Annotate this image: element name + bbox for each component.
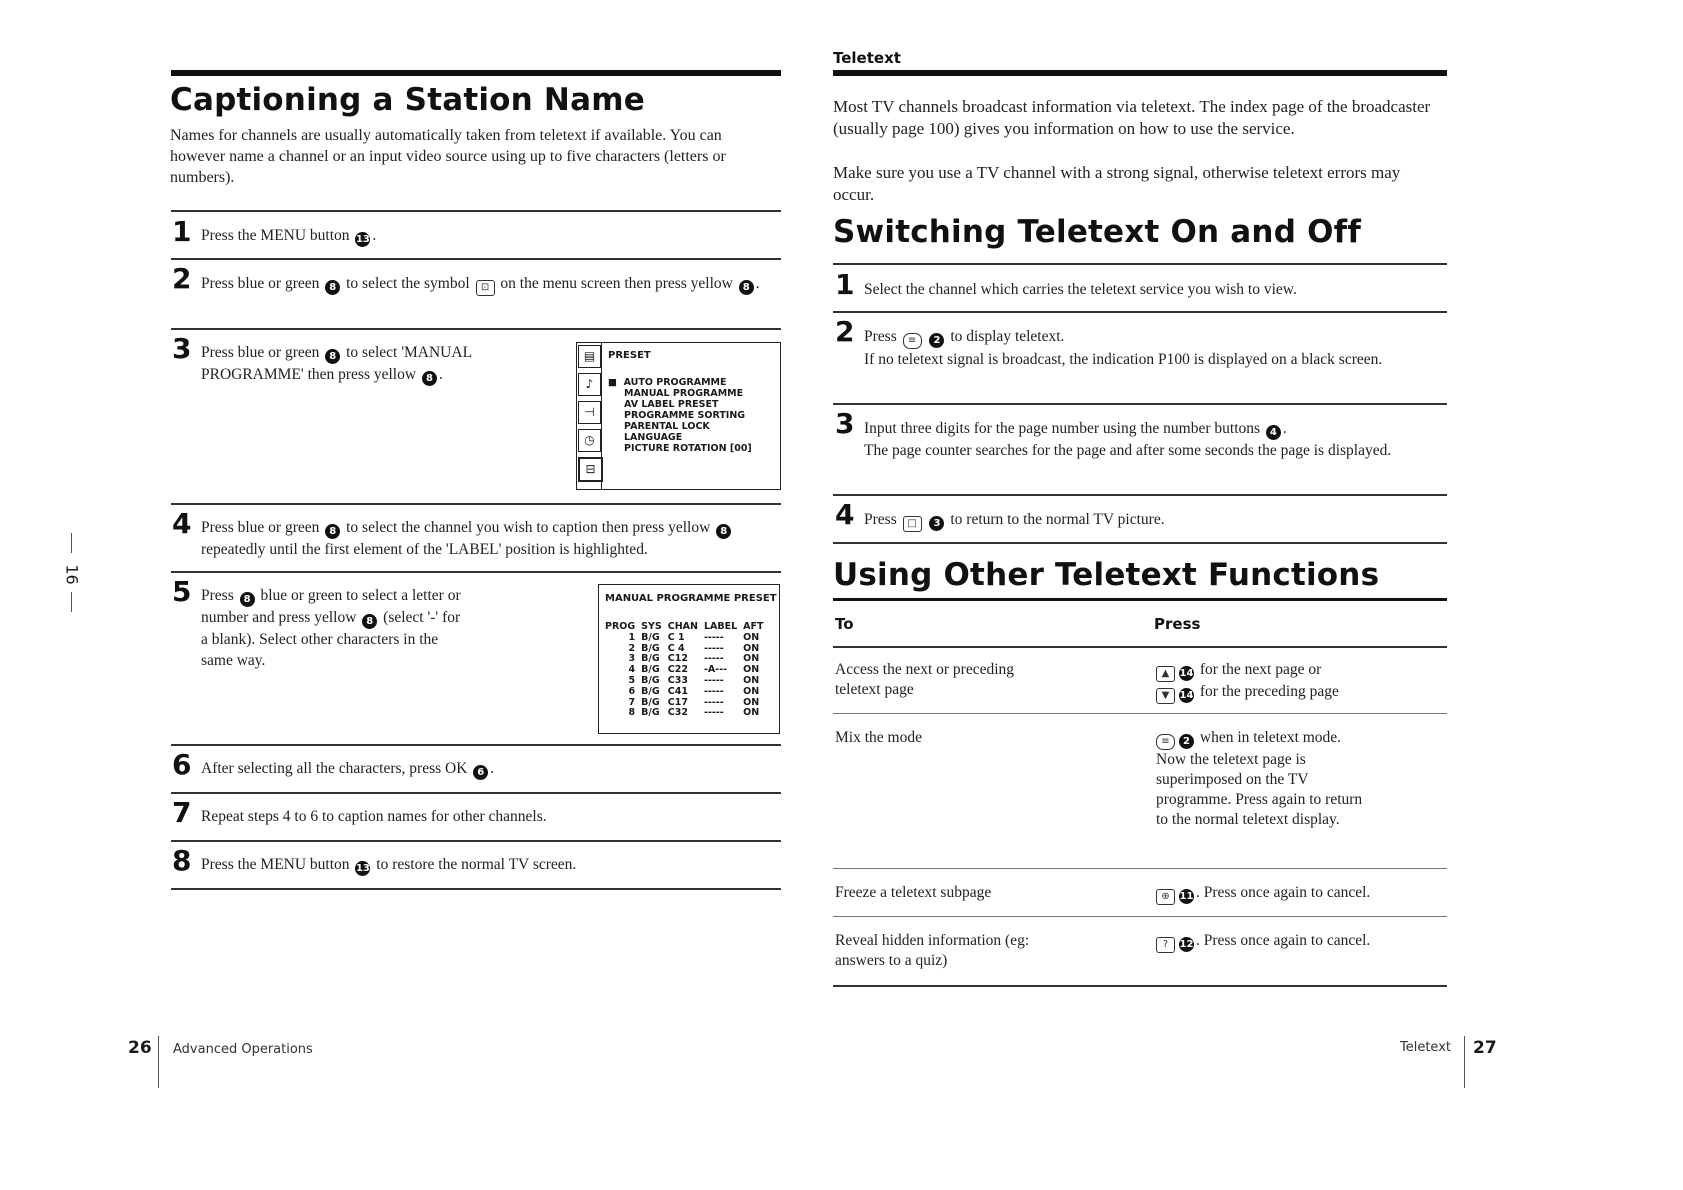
function-press [1154,883,1444,905]
picture-menu-icon: ▤ [578,345,601,368]
step-text: Press the MENU button [201,856,350,873]
step-text-end: . [755,275,760,292]
menu-item: LANGUAGE [624,432,683,443]
table-cell: ON [743,664,760,676]
button-number-icon: 14 [1179,668,1194,679]
table-cell: ----- [703,631,724,643]
yellow-button-icon: 8 [422,371,437,386]
table-cell: C 4 [667,642,685,654]
menu-item: PARENTAL LOCK [624,421,710,432]
left-page-number: 26 [128,1038,152,1058]
table-cell: C12 [667,653,688,665]
table-cell: 1 [628,631,636,643]
teletext-step-4-text [864,509,1439,532]
preset-menu-title: PRESET [608,350,651,361]
selection-bullet: ■ [608,377,617,388]
table-cell: 3 [628,653,636,665]
press-text: . Press once again to cancel. [1196,884,1371,901]
step-note: The page counter searches for the page and after some seconds the page is displayed. [864,442,1392,459]
table-cell: ----- [703,642,724,654]
yellow-button-icon: 8 [362,614,377,629]
step-8-text [201,854,771,876]
manual-programme-table [602,622,767,719]
table-cell: 7 [628,696,636,708]
footer-separator [158,1036,159,1088]
press-text: . Press once again to cancel. [1196,932,1371,949]
step-text-mid: to select the channel you wish to caption then press yellow [346,519,711,536]
table-cell: C17 [667,696,688,708]
step-text: Press blue or green [201,344,320,361]
side-page-number: 16 [62,564,82,585]
teletext-step-1-text: Select the channel which carries the teletext service you wish to view. [864,281,1297,298]
table-cell: ON [743,642,760,654]
step-text-mid: to select 'MANUAL PROGRAMME' then press yellow [201,344,472,383]
step-text-end: to display teletext. [950,328,1065,345]
table-divider [833,916,1447,917]
step-text: Press blue or green [201,275,320,292]
button-number-icon: 2 [929,333,944,348]
column-header: PROG [605,621,636,632]
table-cell: ON [743,696,760,708]
timer-menu-icon: ◷ [578,429,601,452]
column-header: SYS [641,621,662,632]
step-text-end: to return to the normal TV picture. [950,511,1165,528]
step-number: 8 [172,844,192,877]
table-cell: C41 [667,685,688,697]
step-note: If no teletext signal is broadcast, the indication P100 is displayed on a black screen. [864,351,1383,368]
menu-item: MANUAL PROGRAMME [624,388,744,399]
column-header: AFT [743,621,764,632]
press-note: Now the teletext page is superimposed on the TV programme. Press again to return to the normal teletext display. [1156,751,1363,828]
preset-menu-screen [576,342,781,490]
step-text-end: . [490,760,495,777]
column-header-to: To [835,615,854,633]
step-text: Press [864,511,897,528]
right-page-number: 27 [1473,1038,1497,1058]
table-cell: ----- [703,696,724,708]
column-header-press: Press [1154,615,1201,633]
manual-programme-screen [598,584,780,734]
step-text: Press [201,587,234,604]
left-intro: Names for channels are usually automatically taken from teletext if available. You can however name a channel or an input video source using up to five characters (letters or numbers). [170,127,726,186]
table-cell: B/G [641,653,660,665]
preset-symbol-icon: ⊡ [476,280,495,296]
table-cell: ON [743,707,760,719]
step-number: 2 [172,262,192,295]
table-cell: C32 [667,707,688,719]
features-menu-icon: ⊣ [578,401,601,424]
preset-menu-items [608,377,752,454]
side-marker-line [71,592,72,612]
step-number: 5 [172,575,192,608]
teletext-intro-2: Make sure you use a TV channel with a strong signal, otherwise teletext errors may occur. [833,163,1401,204]
menu-button-icon: 13 [355,863,370,874]
step-text: Press the MENU button [201,227,350,244]
step-divider [833,263,1447,265]
column-header: CHAN [667,621,698,632]
press-line [1154,728,1374,750]
teletext-step-3-text [864,418,1439,461]
button-number-icon: 14 [1179,690,1194,701]
menu-item [608,377,752,388]
table-cell: B/G [641,631,660,643]
step-2-text [201,273,771,296]
teletext-step-2-text [864,326,1439,370]
left-title-rule [171,70,781,76]
step-divider [833,494,1447,496]
switching-teletext-title: Switching Teletext On and Off [833,214,1362,250]
sound-menu-icon: ♪ [578,373,601,396]
table-row [602,687,767,698]
left-footer-section: Advanced Operations [173,1042,313,1057]
table-cell: 2 [628,642,636,654]
side-marker-line [71,533,72,553]
table-row [602,708,767,719]
teletext-section-label: Teletext [833,49,901,67]
table-cell: ----- [703,674,724,686]
teletext-intro-1: Most TV channels broadcast information via teletext. The index page of the broadcaster (usually page 100) gives you information on how to use the service. [833,97,1431,138]
button-number-icon: 2 [1179,734,1194,749]
table-cell: -A--- [703,664,728,676]
function-to: Freeze a teletext subpage [835,884,992,901]
yellow-button-icon: 8 [739,280,754,295]
page-up-icon: ▲ [1156,666,1175,682]
menu-item: PICTURE ROTATION [00] [624,443,752,454]
step-7-text: Repeat steps 4 to 6 to caption names for other channels. [201,808,547,825]
step-text: Press [864,328,897,345]
step-text: Press blue or green [201,519,320,536]
ok-button-icon: 6 [473,765,488,780]
table-cell: C22 [667,664,688,676]
table-divider [833,646,1447,648]
manual-programme-rows [602,633,767,719]
menu-icon-column [577,343,602,489]
step-text-end: to restore the normal TV screen. [376,856,577,873]
step-text: Input three digits for the page number using the number buttons [864,420,1261,437]
color-button-icon: 8 [325,524,340,539]
function-press [1154,728,1374,830]
step-divider [171,840,781,842]
hold-button-icon: ⊕ [1156,889,1175,905]
step-text-end: repeatedly until the first element of the 'LABEL' position is highlighted. [201,541,648,558]
table-top-rule [833,598,1447,601]
press-line [1154,682,1444,704]
step-number: 4 [835,498,855,531]
menu-item-label: AUTO PROGRAMME [623,377,727,388]
table-cell: ON [743,685,760,697]
table-cell: B/G [641,664,660,676]
function-press [1154,660,1444,704]
step-1-text [201,225,771,247]
table-cell: B/G [641,674,660,686]
teletext-button-icon: ≡ [903,333,922,349]
function-to: Reveal hidden information (eg: answers to a quiz) [835,932,1030,969]
table-cell: ON [743,674,760,686]
step-divider [171,792,781,794]
left-page-title: Captioning a Station Name [170,82,645,118]
step-number: 3 [172,332,192,365]
step-text-mid: blue or green to select a letter or number and press yellow [201,587,461,626]
right-footer-section: Teletext [1400,1040,1451,1055]
step-divider [171,888,781,890]
step-text-end: (select '-' for a blank). Select other characters in the same way. [201,609,461,669]
tv-button-icon: □ [903,516,922,532]
table-cell: ----- [703,653,724,665]
step-divider [171,210,781,212]
step-divider [171,744,781,746]
press-line [1154,660,1444,682]
table-cell: ON [743,631,760,643]
step-number: 7 [172,796,192,829]
step-5-text [201,585,466,671]
step-number: 1 [835,268,855,301]
table-row [602,633,767,644]
table-cell: B/G [641,707,660,719]
step-text-after: on the menu screen then press yellow [500,275,733,292]
column-header: LABEL [703,621,738,632]
press-text: when in teletext mode. [1199,729,1342,746]
press-text: for the preceding page [1199,683,1339,700]
step-4-text [201,517,781,560]
step-divider [833,311,1447,313]
table-cell: B/G [641,685,660,697]
reveal-button-icon: ? [1156,937,1175,953]
menu-button-icon: 13 [355,234,370,245]
table-cell: 4 [628,664,636,676]
button-number-icon: 3 [929,516,944,531]
step-text-end: . [1282,420,1287,437]
step-divider [171,258,781,260]
table-cell: 6 [628,685,636,697]
table-cell: C33 [667,674,688,686]
function-to: Mix the mode [835,729,922,746]
yellow-button-icon: 8 [716,524,731,539]
table-divider [833,713,1447,714]
function-to: Access the next or preceding teletext page [835,661,1015,698]
other-functions-title: Using Other Teletext Functions [833,557,1380,593]
number-buttons-icon: 4 [1266,425,1281,440]
table-cell: ----- [703,707,724,719]
color-button-icon: 8 [240,592,255,607]
menu-item: PROGRAMME SORTING [624,410,746,421]
step-divider [171,571,781,573]
color-button-icon: 8 [325,280,340,295]
table-cell: B/G [641,642,660,654]
step-number: 1 [172,215,192,248]
footer-separator [1464,1036,1465,1088]
table-cell: 8 [628,707,636,719]
right-header-rule [833,70,1447,76]
step-number: 6 [172,748,192,781]
step-divider [171,503,781,505]
table-cell: ----- [703,685,724,697]
step-number: 3 [835,407,855,440]
preset-menu-icon: ⊟ [578,457,603,482]
step-divider [833,403,1447,405]
step-text-end: . [438,366,443,383]
color-button-icon: 8 [325,349,340,364]
table-bottom-rule [833,985,1447,987]
table-divider [833,868,1447,869]
step-3-text [201,342,491,386]
step-text-end: . [372,227,377,244]
press-text: for the next page or [1199,661,1322,678]
teletext-button-icon: ≡ [1156,734,1175,750]
manual-programme-title: MANUAL PROGRAMME PRESET [605,593,777,604]
step-divider [171,328,781,330]
button-number-icon: 12 [1179,939,1194,950]
step-number: 4 [172,507,192,540]
step-6-text [201,758,771,780]
table-cell: B/G [641,696,660,708]
step-number: 2 [835,315,855,348]
step-text-mid: to select the symbol [346,275,470,292]
button-number-icon: 11 [1179,891,1194,902]
table-cell: 5 [628,674,636,686]
menu-item: AV LABEL PRESET [624,399,719,410]
table-cell: ON [743,653,760,665]
step-text: After selecting all the characters, press OK [201,760,468,777]
table-cell: C 1 [667,631,685,643]
function-press [1154,931,1444,953]
page-down-icon: ▼ [1156,688,1175,704]
step-divider [833,542,1447,544]
